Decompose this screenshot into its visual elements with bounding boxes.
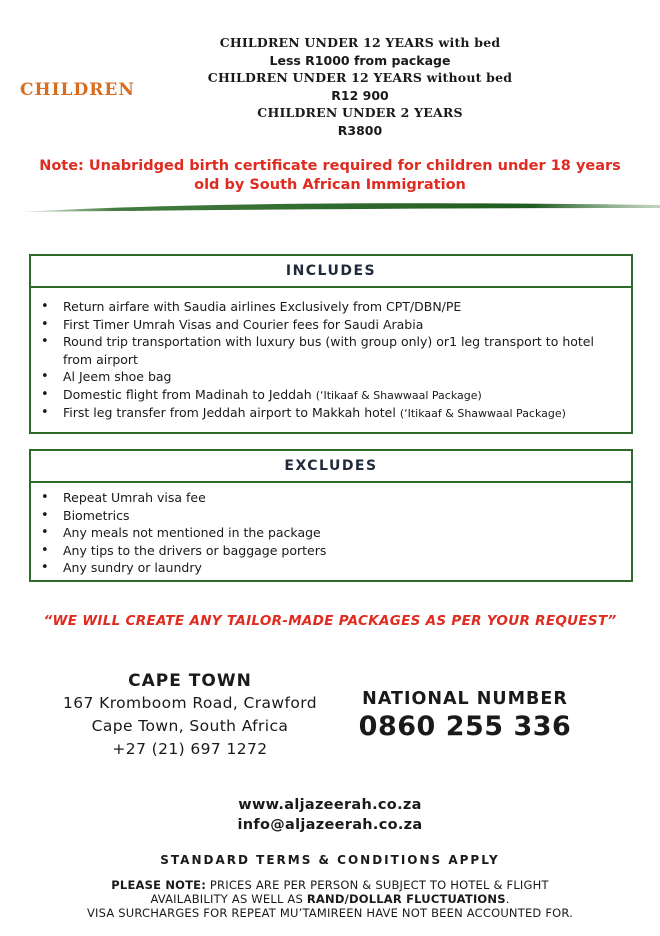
list-item: • First leg transfer from Jeddah airport to Makkah hotel (‘Itikaaf & Shawwaal Package) [37,404,625,423]
address-line-1: 167 Kromboom Road, Crawford [63,694,317,712]
excludes-list [31,483,631,577]
please-note-line-1: PLEASE NOTE: PRICES ARE PER PERSON & SUBJECT TO HOTEL & FLIGHT [111,878,549,892]
terms-heading: STANDARD TERMS & CONDITIONS APPLY [160,853,500,867]
list-item: • Return airfare with Saudia airlines Exclusively from CPT/DBN/PE [37,298,625,316]
includes-title: INCLUDES [31,256,631,288]
address-line-2: Cape Town, South Africa [91,717,289,735]
children-pricing [170,34,550,139]
children-under2-title: CHILDREN UNDER 2 YEARS [257,105,463,120]
phone-number: +27 (21) 697 1272 [112,740,268,758]
national-number-block [355,688,575,744]
cape-town-title: CAPE TOWN [128,671,252,691]
please-note-line-3: VISA SURCHARGES FOR REPEAT MU’TAMIREEN HAVE NOT BEEN ACCOUNTED FOR. [86,906,574,920]
list-item: • Domestic flight from Madinah to Jeddah (‘Itikaaf & Shawwaal Package) [37,386,625,405]
note-line-1: Note: Unabridged birth certificate required for children under 18 years [39,158,621,174]
tailor-made-tagline: “WE WILL CREATE ANY TAILOR-MADE PACKAGES AS PER YOUR REQUEST” [43,613,617,629]
website-link[interactable]: www.aljazeerah.co.za [238,797,422,813]
list-item: • Biometrics [37,507,625,525]
package-note: (‘Itikaaf & Shawwaal Package) [399,407,566,420]
children-under2-price: R3800 [337,122,383,138]
list-item: • Repeat Umrah visa fee [37,489,625,507]
children-heading: CHILDREN [20,80,135,100]
includes-box [29,254,633,434]
list-item: • Any meals not mentioned in the package [37,524,625,542]
web-contacts [0,795,660,835]
list-item: • Any tips to the drivers or baggage porters [37,542,625,560]
children-with-bed-title: CHILDREN UNDER 12 YEARS with bed [219,35,501,50]
package-note: (‘Itikaaf & Shawwaal Package) [315,388,482,402]
national-number-title: NATIONAL NUMBER [362,689,568,709]
please-note-block [0,878,660,920]
children-without-bed-title: CHILDREN UNDER 12 YEARS without bed [207,70,513,85]
list-item: • Al Jeem shoe bag [37,368,625,386]
includes-list [31,288,631,423]
children-with-bed-price: Less R1000 from package [269,52,451,68]
email-link[interactable]: info@aljazeerah.co.za [237,817,423,833]
fluctuations-emphasis: RAND/DOLLAR FLUCTUATIONS [306,892,506,906]
children-without-bed-price: R12 900 [331,87,389,103]
please-note-label: PLEASE NOTE: [111,878,207,892]
green-swoosh-divider [0,196,660,222]
please-note-line-2: AVAILABILITY AS WELL AS RAND/DOLLAR FLUCTUATIONS. [150,892,510,906]
cape-town-contact [40,670,340,761]
birth-certificate-note [0,157,660,195]
note-line-2: old by South African Immigration [194,177,466,193]
list-item: • Any sundry or laundry [37,559,625,577]
list-item: • Round trip transportation with luxury bus (with group only) or1 leg transport to hotel from airport [37,333,625,368]
national-number: 0860 255 336 [358,711,572,742]
excludes-box [29,449,633,582]
list-item: • First Timer Umrah Visas and Courier fees for Saudi Arabia [37,316,625,334]
excludes-title: EXCLUDES [31,451,631,483]
